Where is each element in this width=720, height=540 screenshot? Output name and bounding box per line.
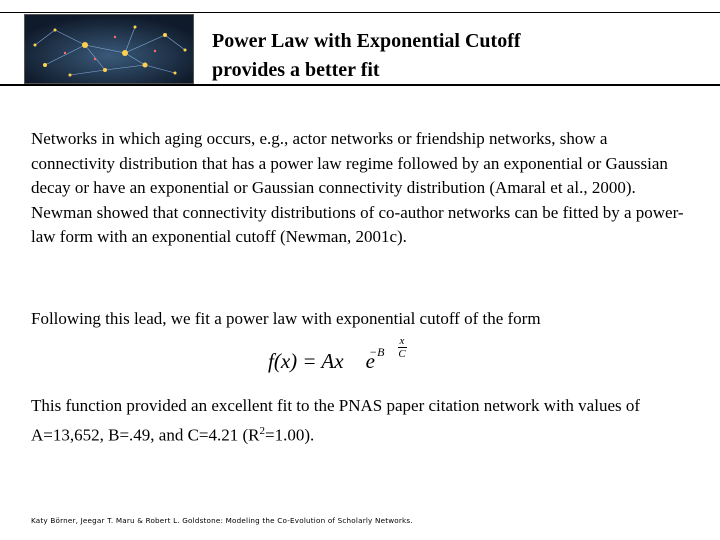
formula-main [268, 349, 375, 374]
formula-base-e: e [365, 349, 375, 373]
formula-exponent-b: −B [369, 345, 385, 359]
header-bottom-rule [0, 84, 720, 86]
paragraph-pnas-fit [31, 394, 691, 448]
slide-title-line-2: provides a better fit [212, 59, 380, 81]
slide-title [212, 27, 692, 85]
paragraph-networks-aging: Networks in which aging occurs, e.g., actor networks or friendship networks, show a connectivity distribution that has a power law regime followed by an exponential or Gaussian decay or have an exponential or Gaussian connectivity distribution (Amaral et al., 2000). Newman showed that connectivity distributions of co-author networks can be fitted by a power-law form with an exponential cutoff (Newman, 2001c). [31, 129, 684, 246]
slide-title-line-1: Power Law with Exponential Cutoff [212, 30, 521, 52]
formula-fraction-denominator: C [398, 348, 406, 360]
r-squared-superscript: 2 [259, 424, 266, 437]
footer-citation: Katy Börner, Jeegar T. Maru & Robert L. Goldstone: Modeling the Co-Evolution of Scholarly Networks. [31, 516, 413, 525]
formula-lhs: f(x) = Ax [268, 349, 344, 373]
formula-power-law-cutoff [268, 337, 428, 379]
paragraph-pnas-fit-text: This function provided an excellent fit to the PNAS paper citation network with values of A=13,652, B=.49, and C=4.21 (R [31, 396, 641, 445]
paragraph-following-lead: Following this lead, we fit a power law with exponential cutoff of the form [31, 309, 541, 328]
header-top-rule [0, 12, 720, 13]
formula-exponent-fraction [396, 335, 408, 360]
paragraph-pnas-fit-text-end: =1.00). [265, 425, 315, 445]
formula-fraction-numerator: x [399, 335, 405, 347]
network-visualization-logo [24, 14, 194, 84]
